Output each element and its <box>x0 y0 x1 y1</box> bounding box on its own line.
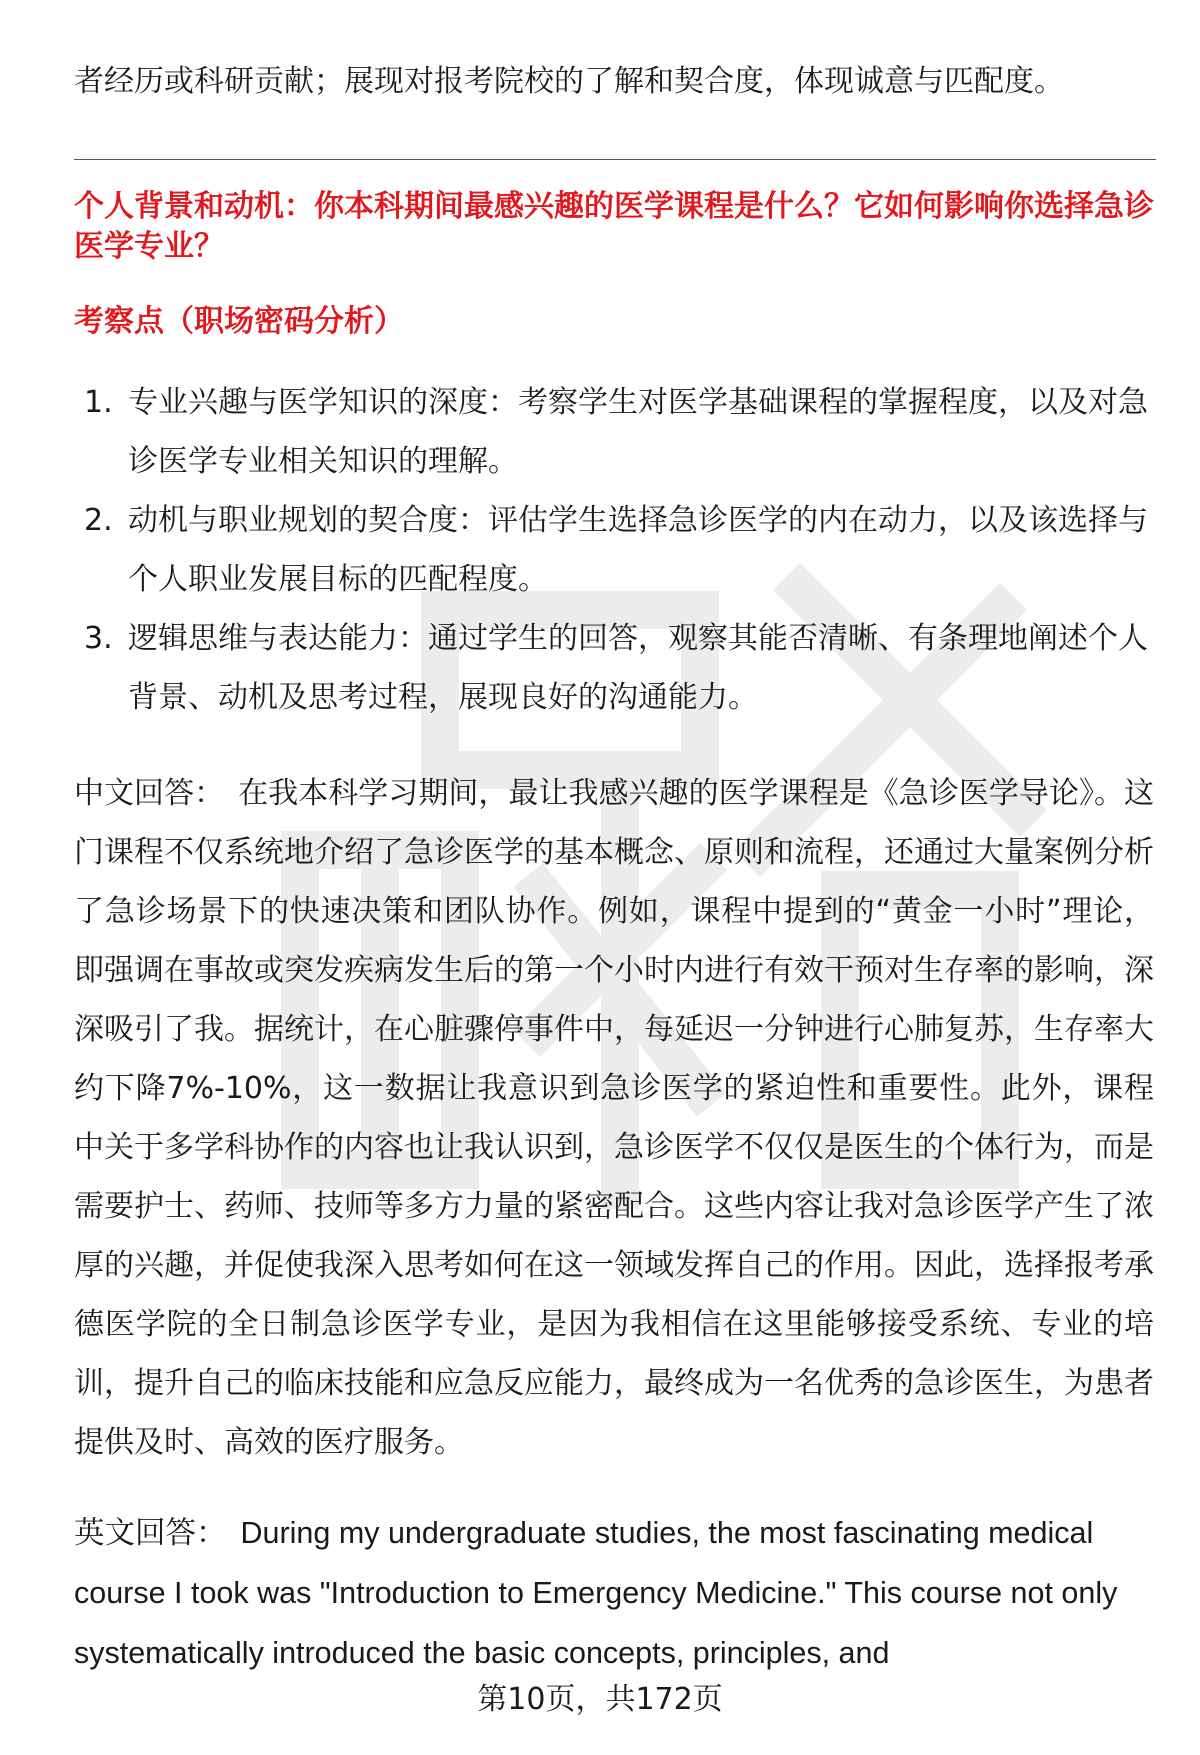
english-answer-text: During my undergraduate studies, the most fascinating medical course I took was "Introduction to Emergency Medicine." This course not only systematically introduced the basic concepts, principles, and <box>74 1516 1118 1670</box>
chinese-answer-label: 中文回答： <box>74 776 225 811</box>
point-number: 3. <box>84 621 113 656</box>
analysis-points-list <box>74 373 1154 727</box>
chinese-answer-paragraph <box>74 764 1154 1472</box>
point-text: 动机与职业规划的契合度：评估学生选择急诊医学的内在动力，以及该选择与个人职业发展目标的匹配程度。 <box>128 503 1148 597</box>
point-number: 1. <box>84 385 113 420</box>
chinese-answer-text: 在我本科学习期间，最让我感兴趣的医学课程是《急诊医学导论》。这门课程不仅系统地介绍了急诊医学的基本概念、原则和流程，还通过大量案例分析了急诊场景下的快速决策和团队协作。例如，课程中提到的“黄金一小时”理论，即强调在事故或突发疾病发生后的第一个小时内进行有效干预对生存率的影响，深深吸引了我。据统计，在心脏骤停事件中，每延迟一分钟进行心肺复苏，生存率大约下降7%-10%，这一数据让我意识到急诊医学的紧迫性和重要性。此外，课程中关于多学科协作的内容也让我认识到，急诊医学不仅仅是医生的个体行为，而是需要护士、药师、技师等多方力量的紧密配合。这些内容让我对急诊医学产生了浓厚的兴趣，并促使我深入思考如何在这一领域发挥自己的作用。因此，选择报考承德医学院的全日制急诊医学专业，是因为我相信在这里能够接受系统、专业的培训，提升自己的临床技能和应急反应能力，最终成为一名优秀的急诊医生，为患者提供及时、高效的医疗服务。 <box>74 776 1155 1460</box>
analysis-point <box>74 491 1154 609</box>
point-text: 专业兴趣与医学知识的深度：考察学生对医学基础课程的掌握程度，以及对急诊医学专业相关知识的理解。 <box>128 385 1148 479</box>
section-divider <box>74 159 1156 160</box>
english-answer-paragraph <box>74 1503 1154 1683</box>
page-footer: 第10页，共172页 <box>477 1682 723 1717</box>
analysis-point <box>74 609 1154 727</box>
point-text: 逻辑思维与表达能力：通过学生的回答，观察其能否清晰、有条理地阐述个人背景、动机及思考过程，展现良好的沟通能力。 <box>128 621 1148 715</box>
analysis-heading: 考察点（职场密码分析） <box>74 304 404 339</box>
point-number: 2. <box>84 503 113 538</box>
analysis-point <box>74 373 1154 491</box>
english-answer-label: 英文回答： <box>74 1516 227 1550</box>
intro-paragraph-tail: 者经历或科研贡献；展现对报考院校的了解和契合度，体现诚意与匹配度。 <box>74 64 1064 99</box>
question-heading: 个人背景和动机：你本科期间最感兴趣的医学课程是什么？它如何影响你选择急诊医学专业？ <box>74 189 1154 264</box>
